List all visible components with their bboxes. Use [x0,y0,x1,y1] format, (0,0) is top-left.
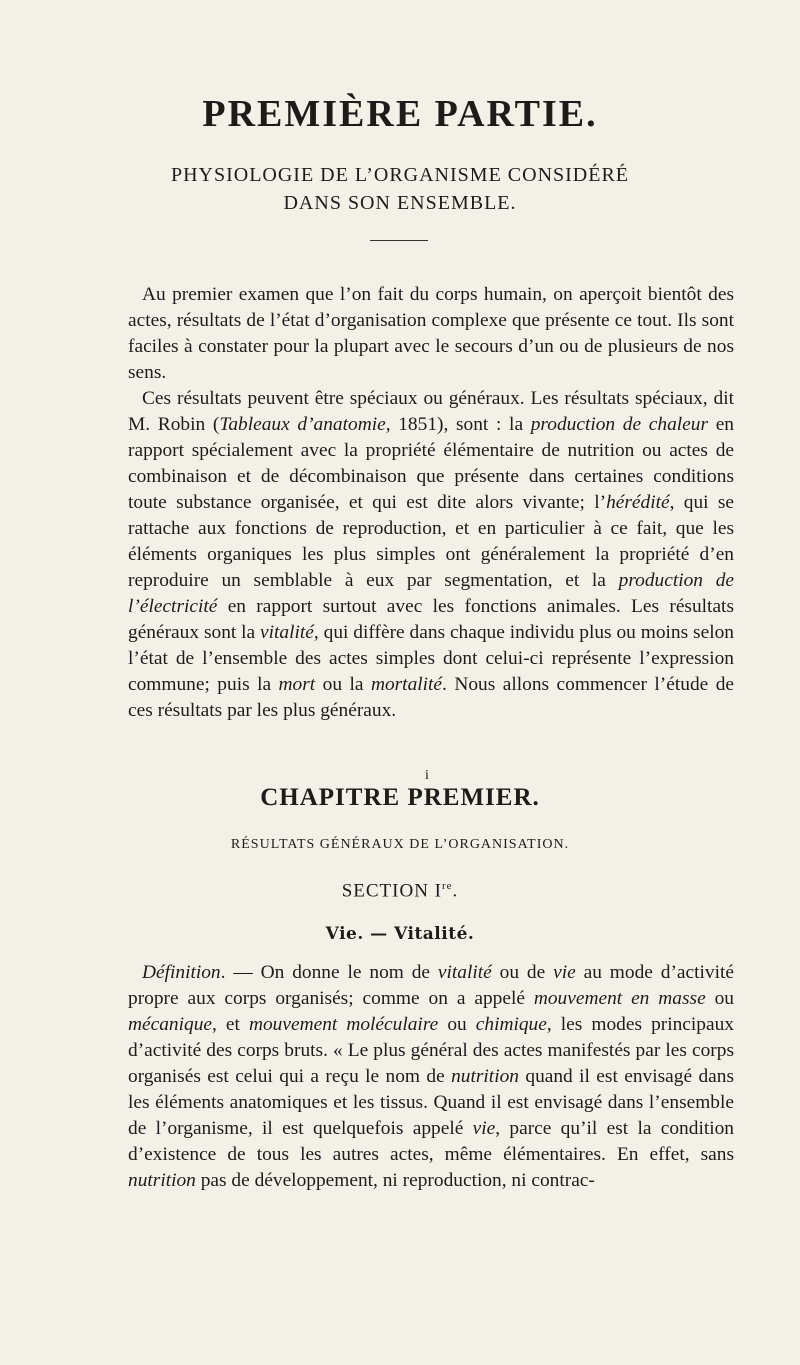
part-title: PREMIÈRE PARTIE. [202,93,598,135]
italic-term: vitalité [437,962,492,983]
italic-term: mort [278,674,316,695]
intro-paragraph-2: Ces résultats peuvent être spéciaux ou généraux. Les résultats spéciaux, dit M. Robin (Tableaux d’anatomie, 1851), sont : la production de chaleur en rapport spécialement avec la propriété élémentaire de nutrition ou actes de combinaison et de décombinaison que présente dans certaines conditions toute substance organisée, et qui est dite alors vivante; l’hérédité, qui se rattache aux fonctions de reproduction, et en particulier à ce fait, que les éléments organiques les plus simples ont généralement la propriété d’en reproduire un semblable à eux par segmentation, et la production de l’électricité en rapport surtout avec les fonctions animales. Les résultats généraux sont la vitalité, qui diffère dans chaque individu plus ou moins selon l’état de l’ensemble des actes simples dont celui-ci représente l’expression commune; puis la mort ou la mortalité. Nous allons commencer l’étude de ces résultats par les plus généraux. [128,388,735,721]
part-subtitle-line-1: PHYSIOLOGIE DE L’ORGANISME CONSIDÉRÉ [170,164,630,186]
italic-term: nutrition [451,1066,519,1087]
italic-term: Définition [142,962,221,983]
definition-paragraph: Définition. — On donne le nom de vitalité ou de vie au mode d’activité propre aux corps organisés; comme on a appelé mouvement en masse ou mécanique, et mouvement moléculaire ou chimique, les modes principaux d’activité des corps bruts. « Le plus général des actes manifestés par les corps organisés est celui qui a reçu le nom de nutrition quand il est envisagé dans les éléments anatomiques et les tissus. Quand il est envisagé dans l’ensemble de l’organisme, il est quelquefois appelé vie, parce qu’il est la condition d’existence de tous les autres actes, même élémentaires. En effet, sans nutrition pas de développement, ni reproduction, ni contrac- [128,962,734,1191]
intro-paragraph-1: Au premier examen que l’on fait du corps humain, on aperçoit bientôt des actes, résultats de l’état d’organisation complexe que présente ce tout. Ils sont faciles à constater pour la plupart avec le secours d’un ou de plusieurs de nos sens. [128,284,734,383]
section-label: SECTION I [341,880,442,902]
italic-term: production de chaleur [530,414,709,435]
section-heading [0,880,800,902]
italic-term: hérédité [606,492,670,513]
section-ordinal: re [442,880,453,892]
chapter-subtitle: RÉSULTATS GÉNÉRAUX DE L’ORGANISATION. [230,837,570,852]
italic-term: vitalité [260,622,314,643]
italic-term: production de l’électricité [128,570,735,617]
section-dot: . [452,880,459,902]
part-subtitle-line-2: DANS SON ENSEMBLE. [283,192,517,214]
stray-print-mark: i [425,768,429,783]
section-subheading: Vie. — Vitalité. [325,924,475,944]
italic-term: vie [553,962,576,983]
italic-term: mouvement en masse [533,988,706,1009]
italic-term: chimique [475,1014,547,1035]
italic-term: nutrition [128,1170,196,1191]
italic-term: vie [472,1118,496,1139]
italic-term: Tableaux d’anatomie [219,414,386,435]
chapter-title: CHAPITRE PREMIER. [260,784,540,811]
divider-rule [370,240,428,241]
italic-term: mécanique [128,1014,212,1035]
italic-term: mouvement moléculaire [248,1014,439,1035]
italic-term: mortalité [370,674,443,695]
